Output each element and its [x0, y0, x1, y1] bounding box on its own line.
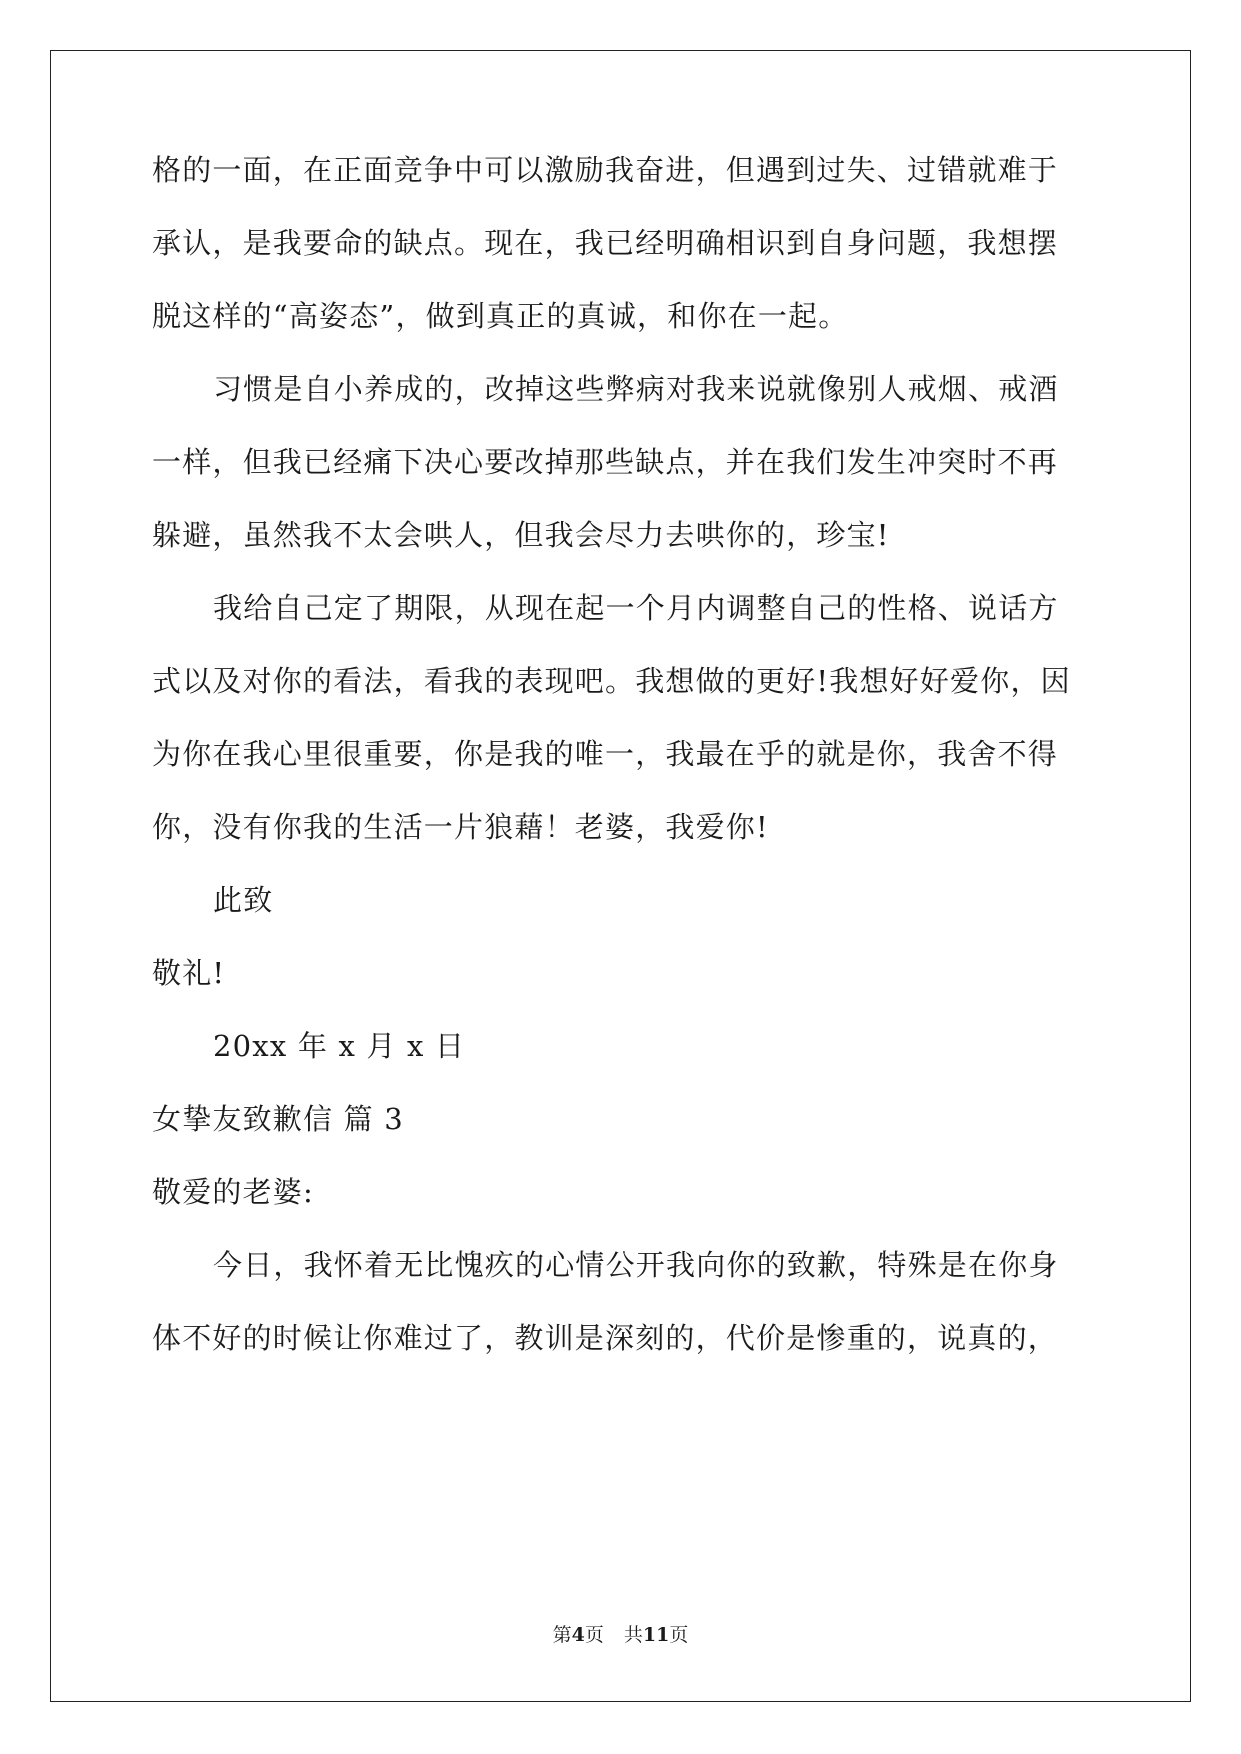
paragraph-4-line-2: 体不好的时候让你难过了，教训是深刻的，代价是惨重的，说真的，	[152, 1321, 1059, 1355]
paragraph-1-line-2: 承认，是我要命的缺点。现在，我已经明确相识到自身问题，我想摆	[152, 226, 1059, 260]
paragraph-3-line-4: 你，没有你我的生活一片狼藉！老婆，我爱你!	[152, 810, 769, 844]
paragraph-1-line-1: 格的一面，在正面竞争中可以激励我奋进，但遇到过失、过错就难于	[152, 153, 1059, 187]
closing-regards: 敬礼!	[152, 956, 226, 990]
letter-greeting: 敬爱的老婆:	[152, 1175, 314, 1209]
section-heading: 女挚友致歉信 篇 3	[152, 1102, 404, 1136]
paragraph-4-line-1: 今日，我怀着无比愧疚的心情公开我向你的致歉，特殊是在你身	[213, 1248, 1059, 1282]
page-suffix: 页	[584, 1624, 604, 1646]
paragraph-1-line-3: 脱这样的“高姿态”，做到真正的真诚，和你在一起。	[152, 299, 849, 333]
paragraph-3-line-1: 我给自己定了期限，从现在起一个月内调整自己的性格、说话方	[213, 591, 1059, 625]
page-prefix: 第	[552, 1624, 572, 1646]
paragraph-2-line-2: 一样，但我已经痛下决心要改掉那些缺点，并在我们发生冲突时不再	[152, 445, 1059, 479]
page-total: 11	[642, 1624, 670, 1646]
paragraph-2-line-3: 躲避，虽然我不太会哄人，但我会尽力去哄你的，珍宝!	[152, 518, 890, 552]
paragraph-3-line-3: 为你在我心里很重要，你是我的唯一，我最在乎的就是你，我舍不得	[152, 737, 1059, 771]
total-suffix: 页	[669, 1624, 689, 1646]
closing-salutation: 此致	[213, 883, 274, 917]
total-prefix: 共	[623, 1624, 643, 1646]
paragraph-3-line-2: 式以及对你的看法，看我的表现吧。我想做的更好!我想好好爱你，因	[152, 664, 1071, 698]
paragraph-2-line-1: 习惯是自小养成的，改掉这些弊病对我来说就像别人戒烟、戒酒	[213, 372, 1059, 406]
letter-date: 20xx 年 x 月 x 日	[213, 1029, 466, 1063]
page-footer	[0, 1622, 1241, 1648]
page-current: 4	[571, 1624, 585, 1646]
